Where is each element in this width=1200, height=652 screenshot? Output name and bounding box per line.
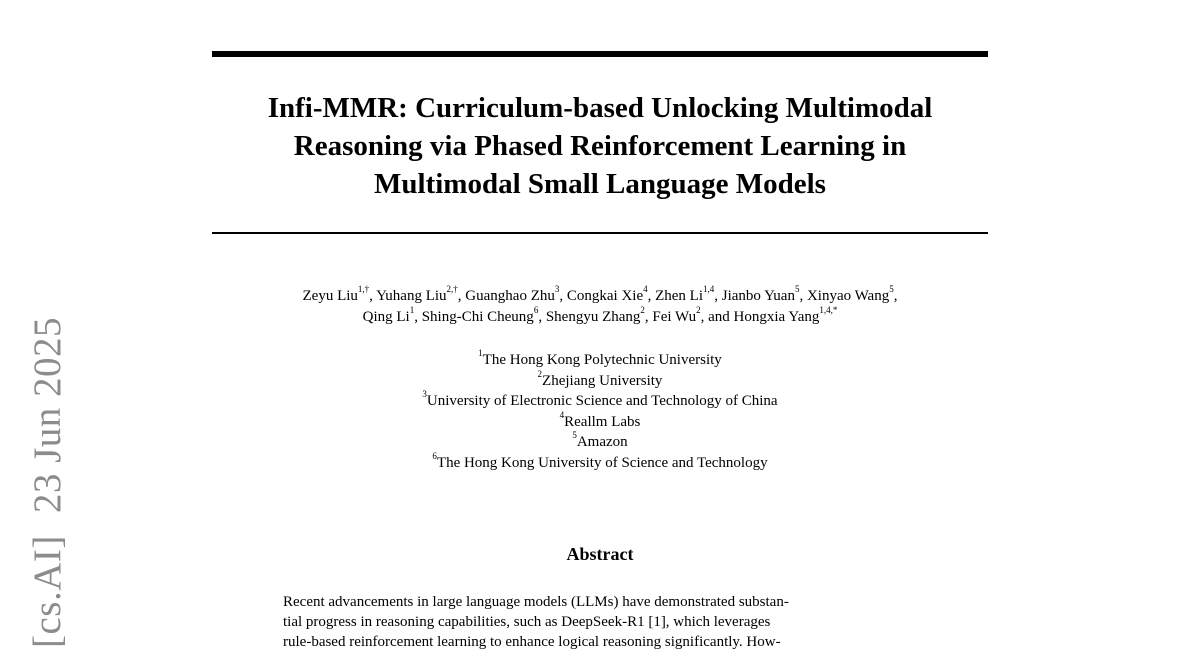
arxiv-stamp xyxy=(27,317,69,648)
author: Shing-Chi Cheung$^6$, xyxy=(421,305,546,325)
arxiv-date: 23 Jun 2025 xyxy=(26,316,69,514)
author: Guanghao Zhu$^3$, xyxy=(465,284,567,304)
author-line-1 xyxy=(150,286,1050,307)
author: Shengyu Zhang$^2$, xyxy=(545,305,653,325)
abstract-line: tial progress in reasoning capabilities, such as DeepSeek-R1 [1], which leverages xyxy=(283,614,771,630)
author: Qing Li$^1$, xyxy=(362,305,422,325)
arxiv-category: [cs.AI] xyxy=(26,535,69,648)
author: Jianbo Yuan$^5$, xyxy=(721,284,807,304)
author-list xyxy=(150,286,1050,328)
title-top-rule xyxy=(212,51,988,57)
author: Zeyu Liu$^{1,\dagger}$, xyxy=(302,284,377,304)
abstract-line: rule-based reinforcement learning to enhance logical reasoning significantly. How- xyxy=(283,634,781,650)
title-line: Reasoning via Phased Reinforcement Learning in xyxy=(293,130,907,162)
title-bottom-rule xyxy=(212,232,988,234)
affiliation: $^1$The Hong Kong Polytechnic University xyxy=(478,348,722,368)
paper-title xyxy=(212,89,988,203)
author-line-2 xyxy=(150,307,1050,328)
author: Fei Wu$^2$, and xyxy=(652,305,734,325)
affiliation: $^6$The Hong Kong University of Science and Technology xyxy=(432,450,768,471)
title-line: Multimodal Small Language Models xyxy=(374,168,826,200)
abstract-body xyxy=(283,592,923,652)
author: Congkai Xie$^4$, xyxy=(566,284,656,304)
abstract-line: Recent advancements in large language models (LLMs) have demonstrated substan- xyxy=(283,594,789,610)
affiliation: $^3$University of Electronic Science and Technology of China xyxy=(422,389,778,409)
affiliation: $^2$Zhejiang University xyxy=(537,368,663,389)
affiliation: $^5$Amazon xyxy=(572,430,628,450)
author: Zhen Li$^{1,4}$, xyxy=(655,284,722,304)
title-line: Infi-MMR: Curriculum-based Unlocking Multimodal xyxy=(267,92,933,124)
affiliation: $^4$Reallm Labs xyxy=(559,409,641,430)
author: Yuhang Liu$^{2,\dagger}$, xyxy=(376,284,466,304)
author: Xinyao Wang$^5$, xyxy=(806,284,898,304)
author: Hongxia Yang$^{1,4,*}$ xyxy=(733,305,838,325)
affiliation-list xyxy=(212,350,988,473)
abstract-heading: Abstract xyxy=(566,544,634,564)
